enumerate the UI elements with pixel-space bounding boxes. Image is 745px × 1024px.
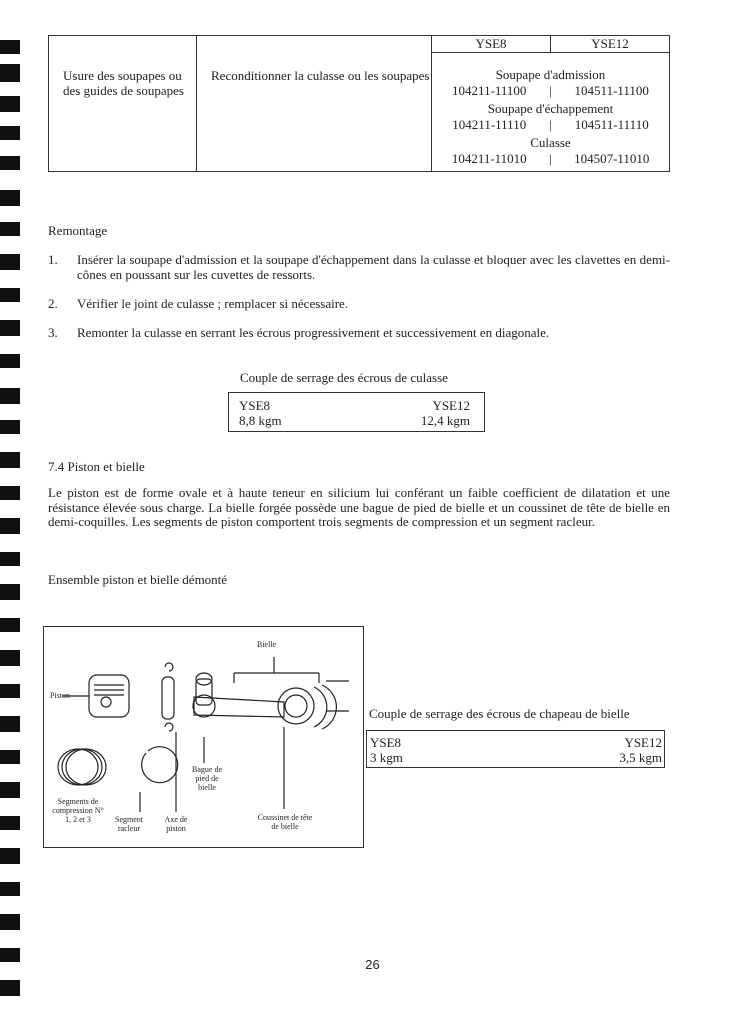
label-piston: Piston [50, 691, 71, 700]
step-text: Vérifier le joint de culasse ; remplacer si nécessaire. [77, 296, 349, 311]
rod-torque-box [366, 730, 665, 768]
part-number-yse8: 104211-11010 [451, 151, 527, 166]
section-paragraph: Le piston est de forme ovale et à haute teneur en silicium lui conférant un faible coefficient de dilatation et une résistance élevée sous charge. La bielle forgée possède une bague de pied de bielle et un coussinet de tête de bielle en demi-coquilles. Les segments de piston comportent trois segments de compression et un segment racleur. [48, 485, 670, 529]
part-name: Soupape d'échappement [487, 101, 614, 116]
part-name: Soupape d'admission [495, 67, 606, 82]
oil-ring-drawing [142, 747, 178, 783]
step-text: Insérer la soupape d'admission et la soupape d'échappement dans la culasse et bloquer avec les clavettes en demi-cônes en poussant sur les cuvettes de ressorts. [77, 252, 670, 282]
step-item [48, 325, 670, 340]
rod-drawing [194, 697, 284, 717]
remedy-cell: Reconditionner la culasse ou les soupapes [197, 36, 432, 172]
part-number-yse12: 104507-11010 [574, 151, 650, 166]
head-torque-box [228, 392, 485, 432]
model-header [432, 36, 669, 53]
step-text: Remonter la culasse en serrant les écrous progressivement et successivement en diagonale. [77, 325, 550, 340]
label-segments: Segments de compression N° 1, 2 et 3 [52, 797, 104, 824]
step-item [48, 252, 670, 282]
piston-drawing [89, 675, 129, 717]
part-name: Culasse [530, 135, 571, 150]
part-number-yse12: 104511-11110 [574, 117, 649, 132]
torque-value: 12,4 kgm [420, 413, 470, 428]
torque-value: 3,5 kgm [619, 750, 662, 765]
torque-model-label: YSE8 [370, 735, 402, 750]
part-numbers-cell: YSE8 YSE12 Soupape d'admission 104211-11100 | 104511-11100 Soupape d'échappement 104211-11110 | 104511-11110 Culasse 104211-11010 | 104507-11010 [432, 36, 670, 172]
torque-model-label: YSE12 [432, 398, 470, 413]
part-number-yse8: 104211-11100 [452, 83, 527, 98]
label-racleur: Segment racleur [115, 815, 143, 833]
step-number: 1. [48, 252, 58, 267]
rod-torque-caption: Couple de serrage des écrous de chapeau de bielle [369, 706, 630, 721]
torque-value: 8,8 kgm [239, 413, 282, 428]
step-item [48, 296, 670, 311]
parts-table [48, 35, 670, 172]
header-yse12: YSE12 [591, 36, 629, 51]
torque-model-label: YSE8 [239, 398, 271, 413]
page-number: 26 [365, 957, 380, 972]
section-heading: 7.4 Piston et bielle [48, 459, 145, 474]
remontage-heading: Remontage [48, 223, 108, 238]
label-bielle: Bielle [257, 640, 277, 649]
figure-caption: Ensemble piston et bielle démonté [48, 572, 228, 587]
binding-edge [0, 0, 22, 1024]
torque-value: 3 kgm [370, 750, 403, 765]
header-yse8: YSE8 [432, 36, 551, 52]
piston-pin-drawing [162, 677, 174, 719]
label-bague: Bague de pied de bielle [192, 765, 222, 792]
piston-rod-figure [43, 626, 364, 848]
compression-rings-drawing [58, 749, 98, 785]
step-number: 2. [48, 296, 58, 311]
part-number-yse12: 104511-11100 [574, 83, 649, 98]
symptom-cell: Usure des soupapes ou des guides de soupapes [49, 36, 197, 172]
head-torque-caption: Couple de serrage des écrous de culasse [240, 370, 448, 385]
label-axe: Axe de piston [164, 815, 188, 833]
step-number: 3. [48, 325, 58, 340]
torque-model-label: YSE12 [624, 735, 662, 750]
part-number-yse8: 104211-11110 [452, 117, 527, 132]
label-coussinet: Coussinet de tête de bielle [257, 813, 313, 831]
